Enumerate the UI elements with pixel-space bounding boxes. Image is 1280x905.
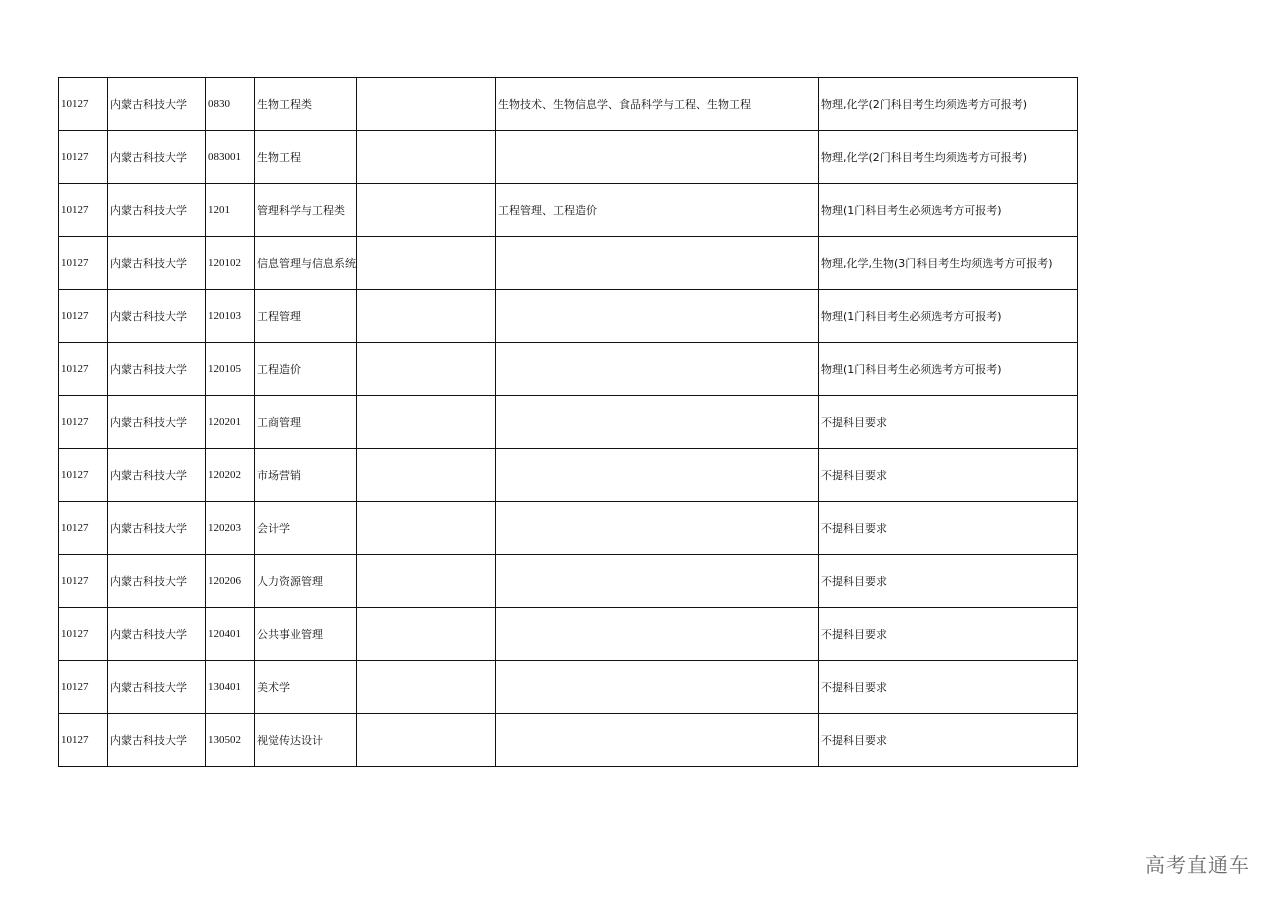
school-code-cell: 10127 <box>59 555 108 608</box>
included-majors-cell: 生物技术、生物信息学、食品科学与工程、生物工程 <box>496 78 819 131</box>
school-code-cell: 10127 <box>59 661 108 714</box>
school-name-cell: 内蒙古科技大学 <box>108 131 206 184</box>
school-name-cell: 内蒙古科技大学 <box>108 237 206 290</box>
table-row <box>59 343 1078 396</box>
empty-cell <box>357 184 496 237</box>
empty-cell <box>357 661 496 714</box>
requirements-table <box>58 77 1078 767</box>
school-name-cell: 内蒙古科技大学 <box>108 608 206 661</box>
major-code-cell: 120203 <box>206 502 255 555</box>
empty-cell <box>357 449 496 502</box>
school-code-cell: 10127 <box>59 502 108 555</box>
school-name-cell: 内蒙古科技大学 <box>108 78 206 131</box>
school-name-cell: 内蒙古科技大学 <box>108 502 206 555</box>
school-code-cell: 10127 <box>59 237 108 290</box>
major-code-cell: 120401 <box>206 608 255 661</box>
included-majors-cell <box>496 608 819 661</box>
empty-cell <box>357 290 496 343</box>
included-majors-cell <box>496 714 819 767</box>
major-code-cell: 130502 <box>206 714 255 767</box>
major-name-cell: 人力资源管理 <box>255 555 357 608</box>
major-code-cell: 1201 <box>206 184 255 237</box>
subject-requirement-cell: 不提科目要求 <box>819 714 1078 767</box>
school-name-cell: 内蒙古科技大学 <box>108 714 206 767</box>
major-code-cell: 130401 <box>206 661 255 714</box>
school-name-cell: 内蒙古科技大学 <box>108 184 206 237</box>
major-name-cell: 生物工程 <box>255 131 357 184</box>
table-row <box>59 661 1078 714</box>
included-majors-cell <box>496 343 819 396</box>
subject-requirement-cell: 物理(1门科目考生必须选考方可报考) <box>819 343 1078 396</box>
school-name-cell: 内蒙古科技大学 <box>108 661 206 714</box>
major-name-cell: 工程管理 <box>255 290 357 343</box>
school-code-cell: 10127 <box>59 290 108 343</box>
school-name-cell: 内蒙古科技大学 <box>108 555 206 608</box>
major-code-cell: 083001 <box>206 131 255 184</box>
empty-cell <box>357 714 496 767</box>
included-majors-cell <box>496 396 819 449</box>
subject-requirement-cell: 物理,化学(2门科目考生均须选考方可报考) <box>819 131 1078 184</box>
school-code-cell: 10127 <box>59 184 108 237</box>
included-majors-cell <box>496 661 819 714</box>
table-row <box>59 555 1078 608</box>
table-row <box>59 502 1078 555</box>
school-name-cell: 内蒙古科技大学 <box>108 290 206 343</box>
school-code-cell: 10127 <box>59 343 108 396</box>
table-row <box>59 608 1078 661</box>
subject-requirement-cell: 不提科目要求 <box>819 608 1078 661</box>
major-code-cell: 120202 <box>206 449 255 502</box>
empty-cell <box>357 131 496 184</box>
subject-requirement-cell: 不提科目要求 <box>819 661 1078 714</box>
school-code-cell: 10127 <box>59 449 108 502</box>
school-name-cell: 内蒙古科技大学 <box>108 396 206 449</box>
major-name-cell: 美术学 <box>255 661 357 714</box>
school-code-cell: 10127 <box>59 78 108 131</box>
major-name-cell: 公共事业管理 <box>255 608 357 661</box>
school-code-cell: 10127 <box>59 714 108 767</box>
major-name-cell: 生物工程类 <box>255 78 357 131</box>
subject-requirement-cell: 物理,化学,生物(3门科目考生均须选考方可报考) <box>819 237 1078 290</box>
included-majors-cell <box>496 290 819 343</box>
major-name-cell: 管理科学与工程类 <box>255 184 357 237</box>
major-name-cell: 工程造价 <box>255 343 357 396</box>
empty-cell <box>357 237 496 290</box>
table-body <box>59 78 1078 767</box>
subject-requirement-cell: 不提科目要求 <box>819 502 1078 555</box>
table-row <box>59 714 1078 767</box>
major-code-cell: 120201 <box>206 396 255 449</box>
major-code-cell: 120103 <box>206 290 255 343</box>
table-row <box>59 237 1078 290</box>
school-code-cell: 10127 <box>59 396 108 449</box>
included-majors-cell <box>496 502 819 555</box>
table-row <box>59 290 1078 343</box>
major-name-cell: 视觉传达设计 <box>255 714 357 767</box>
subject-requirement-cell: 不提科目要求 <box>819 396 1078 449</box>
table-row <box>59 78 1078 131</box>
watermark: 高考直通车 <box>1145 853 1250 877</box>
empty-cell <box>357 343 496 396</box>
subject-requirement-cell: 不提科目要求 <box>819 555 1078 608</box>
major-code-cell: 120206 <box>206 555 255 608</box>
major-name-cell: 工商管理 <box>255 396 357 449</box>
table-row <box>59 131 1078 184</box>
major-code-cell: 0830 <box>206 78 255 131</box>
subject-requirement-cell: 物理,化学(2门科目考生均须选考方可报考) <box>819 78 1078 131</box>
subject-requirement-cell: 物理(1门科目考生必须选考方可报考) <box>819 184 1078 237</box>
included-majors-cell <box>496 237 819 290</box>
major-code-cell: 120105 <box>206 343 255 396</box>
empty-cell <box>357 502 496 555</box>
empty-cell <box>357 555 496 608</box>
subject-requirement-cell: 物理(1门科目考生必须选考方可报考) <box>819 290 1078 343</box>
major-name-cell: 会计学 <box>255 502 357 555</box>
school-name-cell: 内蒙古科技大学 <box>108 449 206 502</box>
included-majors-cell <box>496 131 819 184</box>
subject-requirement-cell: 不提科目要求 <box>819 449 1078 502</box>
empty-cell <box>357 78 496 131</box>
table-row <box>59 184 1078 237</box>
empty-cell <box>357 396 496 449</box>
included-majors-cell: 工程管理、工程造价 <box>496 184 819 237</box>
table-row <box>59 449 1078 502</box>
included-majors-cell <box>496 449 819 502</box>
school-code-cell: 10127 <box>59 608 108 661</box>
table-row <box>59 396 1078 449</box>
included-majors-cell <box>496 555 819 608</box>
school-code-cell: 10127 <box>59 131 108 184</box>
major-name-cell: 信息管理与信息系统 <box>255 237 357 290</box>
major-code-cell: 120102 <box>206 237 255 290</box>
school-name-cell: 内蒙古科技大学 <box>108 343 206 396</box>
empty-cell <box>357 608 496 661</box>
major-name-cell: 市场营销 <box>255 449 357 502</box>
